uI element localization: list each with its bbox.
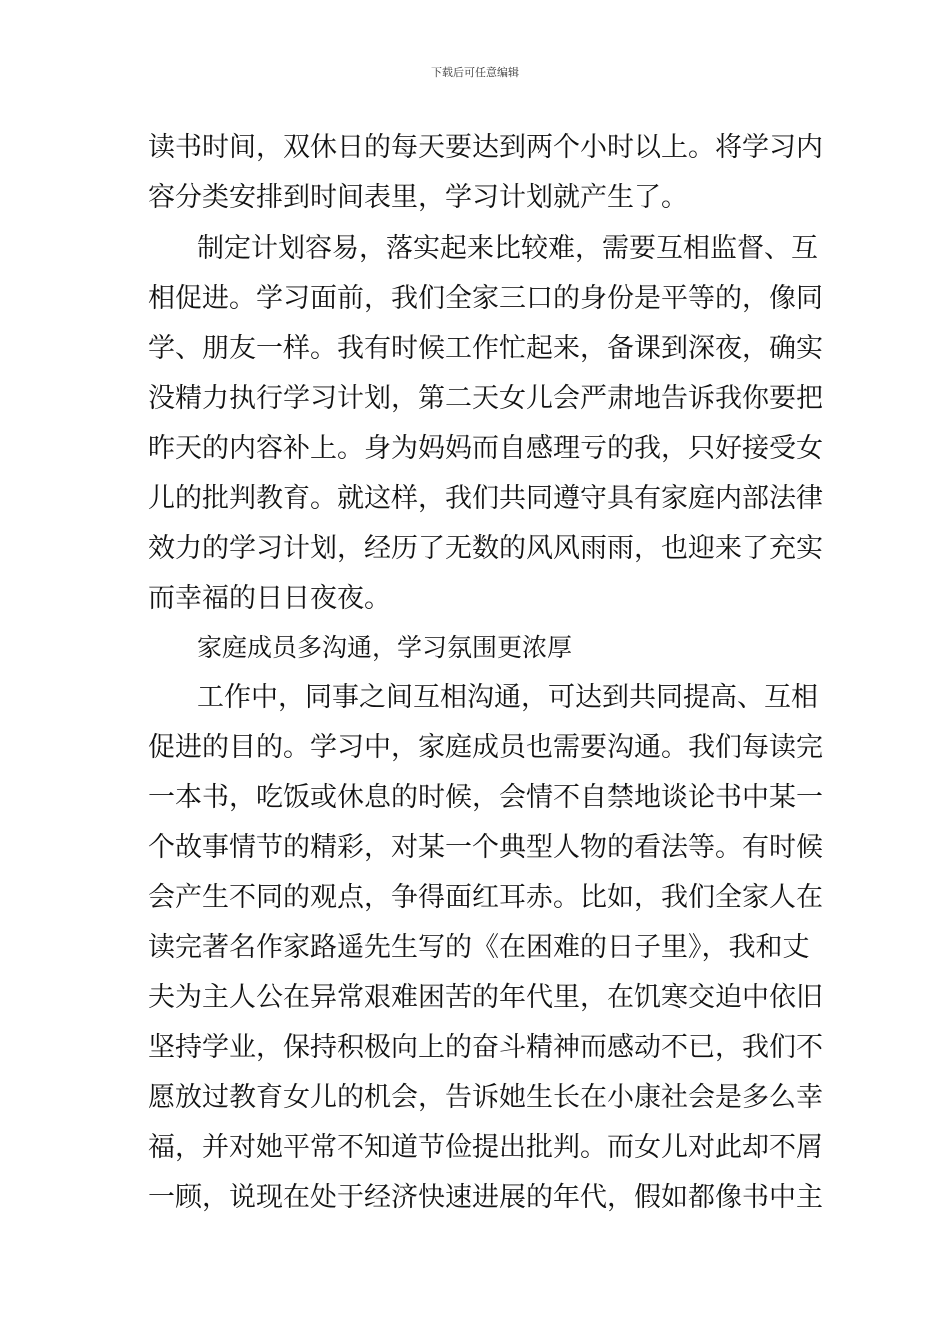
text-line: 工作中，同事之间互相沟通，可达到共同提高、互相: [197, 682, 818, 713]
text-line: 促进的目的。学习中，家庭成员也需要沟通。我们每读完: [148, 732, 823, 763]
text-line: 没精力执行学习计划，第二天女儿会严肃地告诉我你要把: [148, 383, 823, 414]
text-line: 福，并对她平常不知道节俭提出批判。而女儿对此却不屑: [148, 1132, 823, 1163]
text-line: 容分类安排到时间表里，学习计划就产生了。: [148, 182, 688, 213]
text-line: 会产生不同的观点，争得面红耳赤。比如，我们全家人在: [148, 882, 823, 913]
text-line: 昨天的内容补上。身为妈妈而自感理亏的我，只好接受女: [148, 433, 823, 464]
text-line: 学、朋友一样。我有时候工作忙起来，备课到深夜，确实: [148, 333, 823, 364]
text-line: 夫为主人公在异常艰难困苦的年代里，在饥寒交迫中依旧: [148, 982, 823, 1013]
text-line: 一本书，吃饭或休息的时候，会情不自禁地谈论书中某一: [148, 782, 823, 813]
text-line: 读书时间，双休日的每天要达到两个小时以上。将学习内: [148, 132, 823, 163]
text-line: 一顾，说现在处于经济快速进展的年代，假如都像书中主: [148, 1182, 823, 1213]
text-line: 坚持学业，保持积极向上的奋斗精神而感动不已，我们不: [148, 1032, 823, 1063]
text-line: 儿的批判教育。就这样，我们共同遵守具有家庭内部法律: [148, 483, 823, 514]
text-line: 而幸福的日日夜夜。: [148, 583, 391, 614]
text-line: 制定计划容易，落实起来比较难，需要互相监督、互: [197, 233, 818, 264]
text-line: 读完著名作家路遥先生写的《在困难的日子里》，我和丈: [148, 932, 810, 963]
text-line: 相促进。学习面前，我们全家三口的身份是平等的，像同: [148, 283, 823, 314]
section-heading: 家庭成员多沟通，学习氛围更浓厚: [197, 633, 573, 662]
page-header: 下载后可任意编辑: [431, 66, 519, 79]
text-line: 个故事情节的精彩，对某一个典型人物的看法等。有时候: [148, 832, 823, 863]
text-line: 愿放过教育女儿的机会，告诉她生长在小康社会是多么幸: [148, 1082, 823, 1113]
text-line: 效力的学习计划，经历了无数的风风雨雨，也迎来了充实: [148, 533, 823, 564]
